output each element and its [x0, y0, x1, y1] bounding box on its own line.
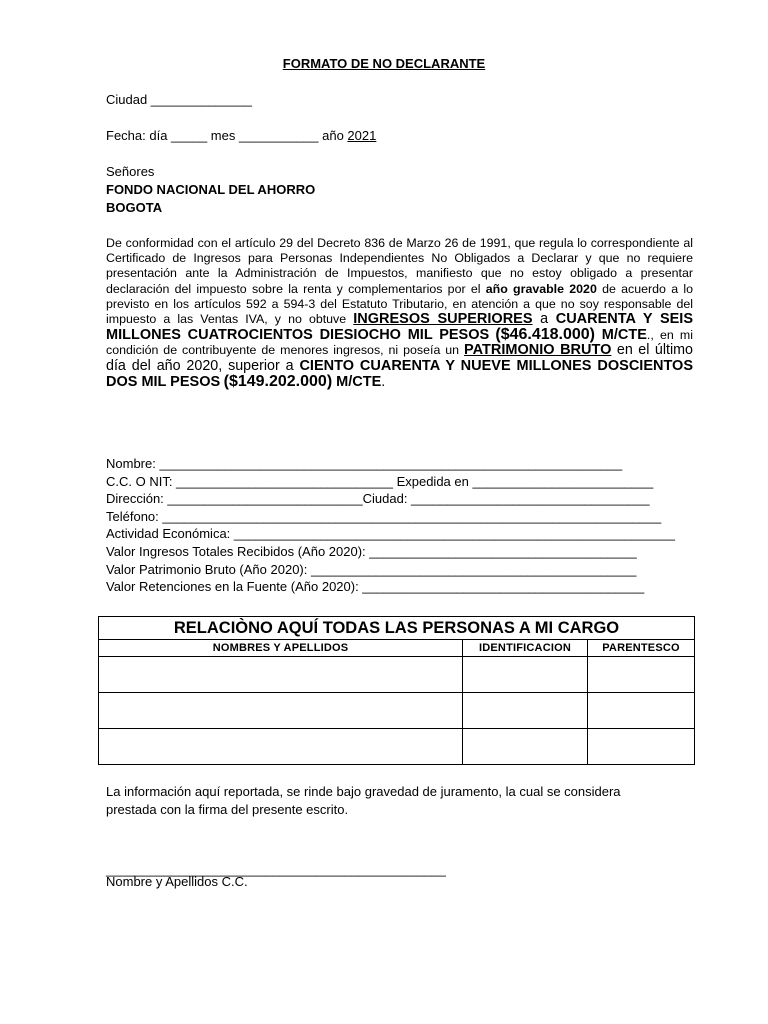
anio-gravable: año gravable 2020 [485, 281, 597, 296]
patrimonio-bruto: PATRIMONIO BRUTO [464, 342, 612, 359]
signature-line[interactable]: _______________________________________________ [106, 862, 446, 877]
para-text-1: De conformidad con el artículo 29 del Decreto 836 de Marzo 26 de 1991, que regula lo correspondiente al Certificado de Ingresos para Personas Independientes No Obligados a Declarar y que no requiere presentación ante la Administración de Impuestos, manifiesto que no estoy obligado a presentar declaración del impuesto sobre la renta y complementarios por el [106, 236, 693, 296]
greeting: Señores [106, 164, 155, 179]
addressee-city: BOGOTA [106, 200, 163, 215]
patrimonio-amount: ($149.202.000) [223, 372, 333, 390]
table-caption: RELACIÒNO AQUÍ TODAS LAS PERSONAS A MI CARGO [99, 617, 695, 640]
fecha-year: 2021 [347, 128, 377, 143]
cell-identificacion[interactable] [463, 657, 588, 693]
cell-nombres[interactable] [99, 729, 463, 765]
fecha-label: Fecha: día _____ mes ___________ año [106, 128, 348, 143]
closing-statement: La información aquí reportada, se rinde bajo gravedad de juramento, la cual se considera prestada con la firma del presente escrito. [106, 784, 621, 817]
cell-identificacion[interactable] [463, 729, 588, 765]
field-telefono[interactable]: Teléfono: _____________________________________________________________________ [106, 508, 662, 524]
cell-identificacion[interactable] [463, 693, 588, 729]
cell-nombres[interactable] [99, 657, 463, 693]
header-parentesco: PARENTESCO [588, 640, 695, 657]
fecha-field [106, 128, 376, 143]
ingresos-amount: ($46.418.000) [495, 326, 595, 344]
field-patrimonio[interactable]: Valor Patrimonio Bruto (Año 2020): _____________________________________________ [106, 561, 637, 577]
ingresos-amount-text: CUARENTA Y SEIS MILLONES CUATROCIENTOS DIESIOCHO MIL PESOS [106, 311, 693, 344]
field-direccion[interactable]: Dirección: ___________________________Ciudad: _________________________________ [106, 491, 650, 507]
personal-fields [106, 455, 696, 596]
signature-label: Nombre y Apellidos C.C. [106, 874, 248, 889]
table-row [99, 693, 695, 729]
header-nombres: NOMBRES Y APELLIDOS [99, 640, 463, 657]
patrimonio-amount-text: CIENTO CUARENTA Y NUEVE MILLONES DOSCIENTOS DOS MIL PESOS [106, 357, 694, 390]
field-retenciones[interactable]: Valor Retenciones en la Fuente (Año 2020): _______________________________________ [106, 579, 645, 595]
para-end: . [381, 373, 386, 390]
table-row [99, 729, 695, 765]
ingresos-superiores: INGRESOS SUPERIORES [353, 311, 533, 328]
document-title: FORMATO DE NO DECLARANTE [282, 56, 486, 71]
cell-parentesco[interactable] [588, 693, 695, 729]
dependents-table [98, 616, 695, 765]
para-a: a [532, 311, 556, 328]
cell-parentesco[interactable] [588, 657, 695, 693]
para-text-4: en el último día del año 2020, superior a [106, 342, 694, 374]
field-ingresos-totales[interactable]: Valor Ingresos Totales Recibidos (Año 2020): _____________________________________ [106, 543, 637, 559]
para-text-2: de acuerdo a lo previsto en los artículos 592 a 594-3 del Estatuto Tributario, en atención a que no soy responsable del impuesto a las Ventas IVA, y no obtuve [106, 281, 693, 327]
field-nombre[interactable]: Nombre: ________________________________________________________________ [106, 456, 623, 471]
cell-nombres[interactable] [99, 693, 463, 729]
mcte-1: M/CTE [595, 327, 647, 344]
para-text-3: ., en mi condición de contribuyente de menores ingresos, ni poseía un [106, 328, 693, 358]
mcte-2: M/CTE [332, 373, 382, 390]
header-identificacion: IDENTIFICACION [463, 640, 588, 657]
table-row [99, 657, 695, 693]
field-actividad[interactable]: Actividad Económica: _____________________________________________________________ [106, 526, 675, 542]
declaration-paragraph [106, 236, 693, 390]
cell-parentesco[interactable] [588, 729, 695, 765]
addressee-entity: FONDO NACIONAL DEL AHORRO [106, 182, 316, 197]
field-cc-nit[interactable]: C.C. O NIT: ______________________________ Expedida en _________________________ [106, 473, 654, 489]
ciudad-field: Ciudad ______________ [106, 92, 253, 107]
